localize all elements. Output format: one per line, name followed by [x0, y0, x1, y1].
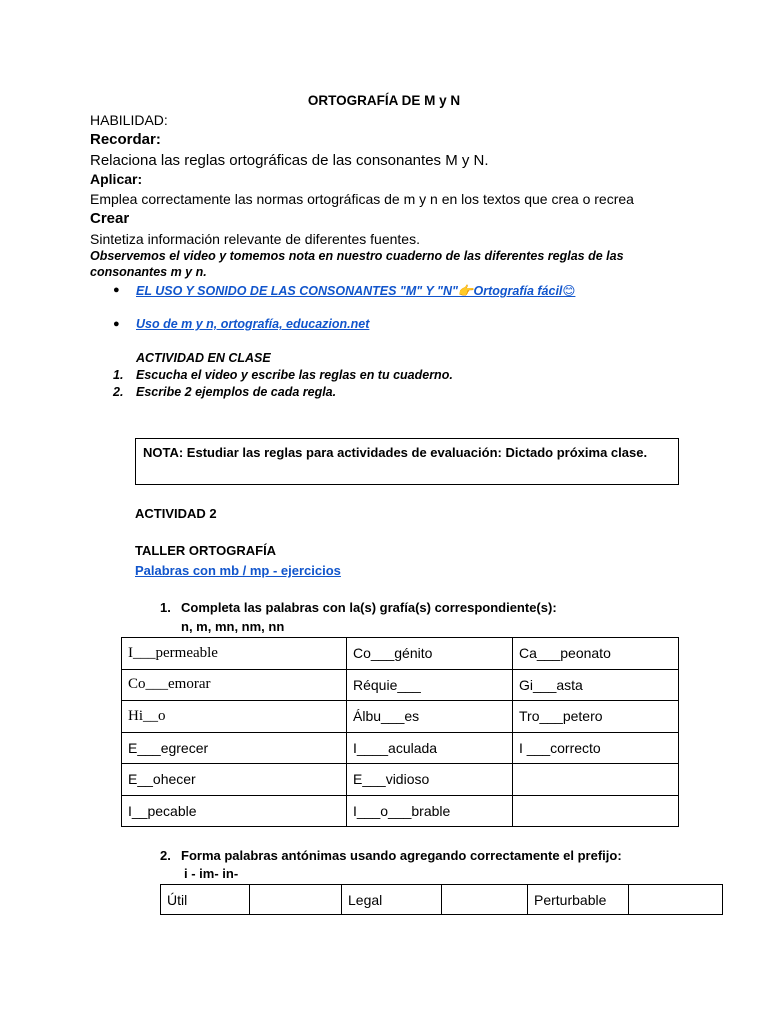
table-cell: I ___correcto: [513, 732, 679, 764]
table-cell: Ca___peonato: [513, 638, 679, 670]
table-row: [122, 669, 679, 701]
taller-heading: TALLER ORTOGRAFÍA: [135, 543, 277, 558]
bullet-icon: ●: [113, 284, 120, 296]
page-title: ORTOGRAFÍA DE M y N: [307, 93, 461, 108]
table-cell: Hi__o: [122, 701, 347, 733]
step-text: Escucha el video y escribe las reglas en tu cuaderno.: [136, 368, 453, 382]
exercise-2-table: [160, 884, 723, 915]
step-text: Escribe 2 ejemplos de cada regla.: [136, 385, 337, 399]
nota-box: NOTA: Estudiar las reglas para actividades de evaluación: Dictado próxima clase.: [135, 438, 679, 485]
instruction-line-1: Observemos el video y tomemos nota en nuestro cuaderno de las diferentes reglas de las: [90, 249, 624, 263]
exercise-2-options: i - im- in-: [184, 866, 239, 881]
exercise-2-prompt: Forma palabras antónimas usando agregando correctamente el prefijo:: [181, 848, 622, 863]
aplicar-heading: Aplicar:: [90, 171, 143, 187]
exercise-1-prompt: Completa las palabras con la(s) grafía(s) correspondiente(s):: [181, 600, 557, 615]
video-link-1[interactable]: EL USO Y SONIDO DE LAS CONSONANTES "M" Y "N"👉Ortografía fácil😊: [136, 284, 576, 298]
table-cell: [629, 885, 723, 915]
actividad-2-heading: ACTIVIDAD 2: [135, 506, 217, 521]
crear-heading: Crear: [90, 210, 130, 227]
aplicar-text: Emplea correctamente las normas ortográficas de m y n en los textos que crea o recrea: [90, 191, 634, 207]
table-cell: E__ohecer: [122, 764, 347, 796]
exercise-link[interactable]: Palabras con mb / mp - ejercicios: [135, 563, 341, 578]
table-row: [122, 732, 679, 764]
bullet-icon: ●: [113, 318, 120, 330]
table-cell: I__pecable: [122, 795, 347, 827]
table-cell: [513, 795, 679, 827]
table-cell: Álbu___es: [347, 701, 513, 733]
step-number: 2.: [113, 385, 124, 399]
recordar-heading: Recordar:: [90, 131, 161, 148]
video-link-2[interactable]: Uso de m y n, ortografía, educazion.net: [136, 317, 370, 331]
crear-text: Sintetiza información relevante de diferentes fuentes.: [90, 231, 420, 247]
table-cell: Réquie___: [347, 669, 513, 701]
table-cell: Co___emorar: [122, 669, 347, 701]
exercise-2-number: 2.: [160, 848, 171, 863]
instruction-line-2: consonantes m y n.: [90, 265, 207, 279]
table-cell: Legal: [342, 885, 442, 915]
table-row: [122, 795, 679, 827]
table-cell: I____aculada: [347, 732, 513, 764]
step-number: 1.: [113, 368, 124, 382]
table-cell: I___permeable: [122, 638, 347, 670]
table-cell: [513, 764, 679, 796]
table-cell: Co___génito: [347, 638, 513, 670]
table-cell: Perturbable: [528, 885, 629, 915]
table-cell: [250, 885, 342, 915]
recordar-text: Relaciona las reglas ortográficas de las consonantes M y N.: [90, 152, 489, 169]
table-cell: [442, 885, 528, 915]
table-cell: Gi___asta: [513, 669, 679, 701]
table-row: [161, 885, 723, 915]
table-row: [122, 701, 679, 733]
exercise-1-table: [121, 637, 679, 827]
table-cell: Útil: [161, 885, 250, 915]
table-cell: I___o___brable: [347, 795, 513, 827]
table-cell: Tro___petero: [513, 701, 679, 733]
actividad-clase-heading: ACTIVIDAD EN CLASE: [136, 351, 271, 365]
habilidad-label: HABILIDAD:: [90, 112, 168, 128]
exercise-1-options: n, m, mn, nm, nn: [181, 619, 285, 634]
table-cell: E___vidioso: [347, 764, 513, 796]
exercise-1-number: 1.: [160, 600, 171, 615]
table-row: [122, 764, 679, 796]
table-row: [122, 638, 679, 670]
table-cell: E___egrecer: [122, 732, 347, 764]
